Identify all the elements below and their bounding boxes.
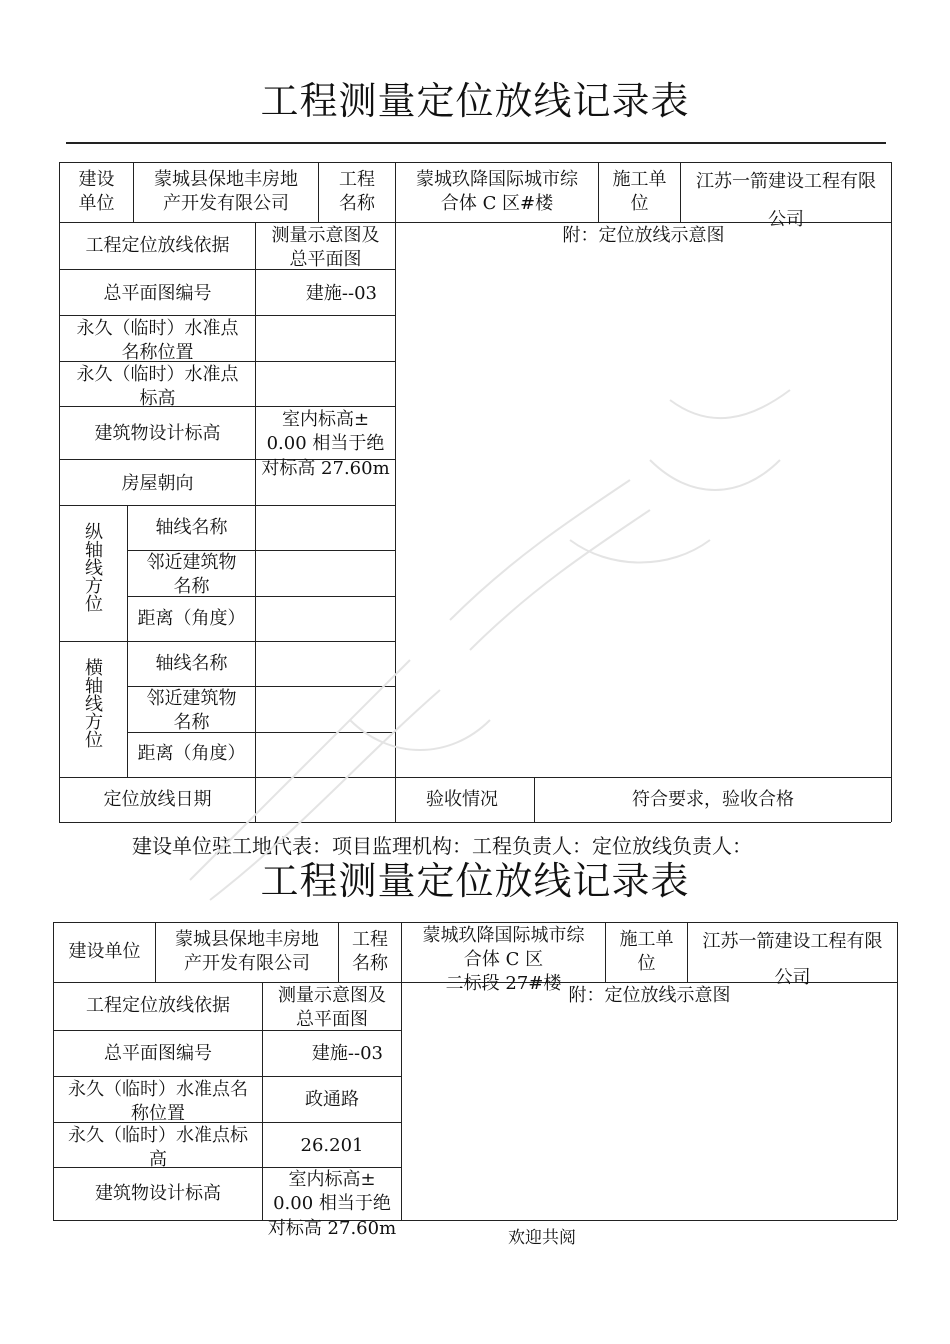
f2-sketch-label: 附：定位放线示意图 (568, 985, 731, 1006)
design-elev-label: 建筑物设计标高 (94, 423, 221, 444)
f2-design-elev-value-1: 室内标高± (288, 1169, 376, 1190)
contractor-value: 江苏一箭建设工程有限 (696, 171, 876, 192)
form2-title: 工程测量定位放线记录表 (260, 859, 690, 903)
design-elev-value-1: 室内标高± (281, 409, 370, 430)
sketch-label: 附：定位放线示意图 (562, 225, 725, 246)
f2-benchmark-elev-value: 26.201 (300, 1135, 364, 1156)
f2-project-value-1: 蒙城玖降国际城市综 (422, 925, 585, 946)
longitudinal-group-label: 纵轴线方位 (82, 522, 103, 612)
plan-no-label: 总平面图编号 (103, 283, 212, 304)
f2-project-label: 工程 名称 (352, 929, 388, 974)
transverse-group-label: 横轴线方位 (82, 658, 103, 748)
f2-design-elev-value-2: 0.00 相当于绝 (273, 1193, 391, 1214)
contractor-label: 施工单 位 (612, 169, 667, 214)
design-elev-value-3: 对标高 27.60m (261, 458, 390, 479)
orientation-label: 房屋朝向 (121, 473, 194, 494)
f2-contractor-value-wrap: 公司 (774, 967, 811, 988)
owner-label: 建设 单位 (78, 169, 115, 214)
project-value: 蒙城玖降国际城市综 合体 C 区#楼 (416, 169, 578, 214)
trans-distance: 距离（角度） (137, 743, 246, 764)
f2-project-value-2: 合体 C 区 (463, 949, 544, 970)
contractor-value-wrap: 公司 (768, 209, 804, 230)
f2-project-value-3: 二标段 27#楼 (445, 973, 562, 994)
acceptance-label: 验收情况 (426, 789, 498, 810)
owner-value: 蒙城县保地丰房地 产开发有限公司 (154, 169, 298, 214)
trans-axis-name: 轴线名称 (155, 653, 228, 674)
f2-basis-label: 工程定位放线依据 (86, 995, 230, 1016)
long-distance: 距离（角度） (137, 608, 246, 629)
f2-contractor-value: 江苏一箭建设工程有限 (702, 931, 883, 952)
benchmark-name-label: 永久（临时）水准点 名称位置 (76, 318, 239, 363)
f2-owner-value: 蒙城县保地丰房地 产开发有限公司 (175, 929, 319, 974)
f2-owner-label: 建设单位 (68, 941, 141, 962)
f2-design-elev-value-3: 对标高 27.60m (267, 1218, 397, 1239)
form1-title: 工程测量定位放线记录表 (260, 79, 690, 123)
basis-value: 测量示意图及 总平面图 (271, 225, 380, 270)
f2-benchmark-name-value: 政通路 (305, 1089, 359, 1110)
design-elev-value-2: 0.00 相当于绝 (266, 433, 385, 454)
long-axis-name: 轴线名称 (155, 517, 228, 538)
benchmark-elev-label: 永久（临时）水准点 标高 (76, 364, 239, 409)
basis-label: 工程定位放线依据 (85, 235, 230, 256)
f2-plan-no-value: 建施--03 (311, 1043, 383, 1064)
date-label: 定位放线日期 (103, 789, 212, 810)
f2-plan-no-label: 总平面图编号 (104, 1043, 212, 1064)
signature-line: 建设单位驻工地代表：项目监理机构：工程负责人：定位放线负责人： (132, 834, 752, 858)
f2-basis-value: 测量示意图及 总平面图 (278, 985, 386, 1030)
plan-no-value: 建施--03 (305, 283, 377, 304)
long-adjacent: 邻近建筑物 名称 (146, 552, 237, 597)
f2-design-elev-label: 建筑物设计标高 (95, 1183, 221, 1204)
f2-contractor-label: 施工单 位 (619, 929, 674, 974)
footer-note: 欢迎共阅 (508, 1228, 576, 1248)
f2-benchmark-name-label: 永久（临时）水准点名 称位置 (68, 1079, 248, 1124)
project-label: 工程 名称 (339, 169, 375, 214)
f2-benchmark-elev-label: 永久（临时）水准点标 高 (68, 1125, 248, 1170)
trans-adjacent: 邻近建筑物 名称 (146, 688, 237, 733)
acceptance-value: 符合要求，验收合格 (632, 789, 794, 810)
